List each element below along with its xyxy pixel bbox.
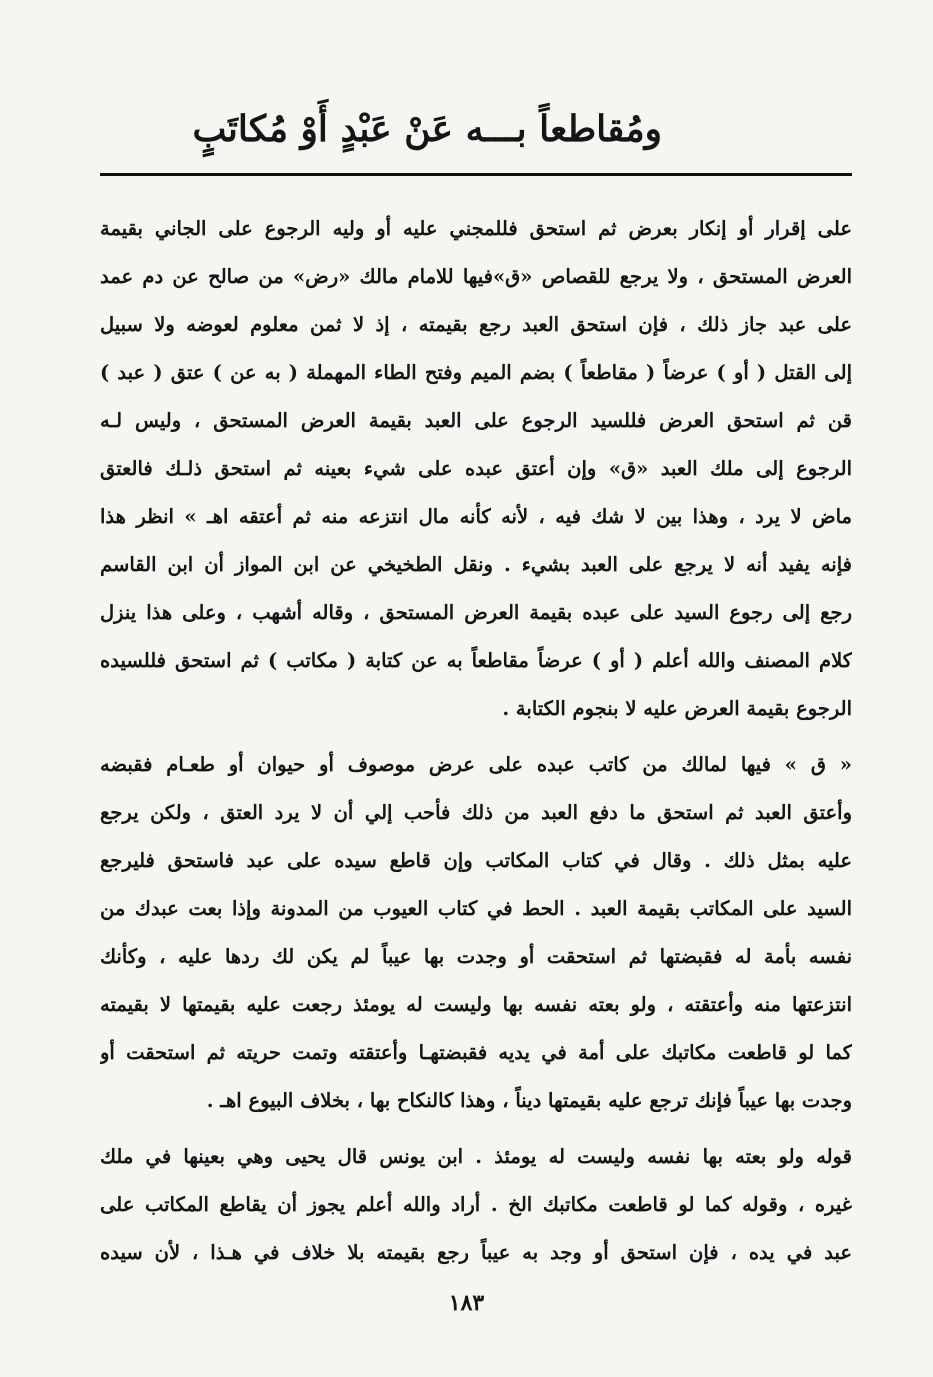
text-line: غيره ، وقوله كما لو قاطعت مكاتبك الخ . أراد والله أعلم يجوز أن يقاطع المكاتب على [100,1193,852,1216]
page-number: ١٨٣ [448,1290,485,1316]
text-line: الرجوع إلى ملك العبد «ق» وإن أعتق عبده على شيء بعينه ثم استحق ذلـك فالعتق [100,457,852,480]
text-line: الرجوع بقيمة العرض عليه لا بنجوم الكتابة . [502,697,852,720]
running-title: ومُقاطعاً بـــه عَنْ عَبْدٍ أَوْ مُكاتَبٍ [192,108,662,150]
paragraph-1 [100,205,852,733]
text-line: انتزعتها منه وأعتقته ، ولو بعته نفسه بها وليست له يومئذ رجعت عليه بقيمتها لا بقيمته [100,993,852,1016]
text-line: قوله ولو بعته بها نفسه وليست له يومئذ . ابن يونس قال يحيى وهي بعينها في ملك [100,1145,852,1168]
text-line: عليه بمثل ذلك . وقال في كتاب المكاتب وإن قاطع سيده على عبد فاستحق فليرجع [100,849,852,872]
text-line: إلى القتل ( أو ) عرضاً ( مقاطعاً ) بضم الميم وفتح الطاء المهملة ( به عن ) عتق ( عبد ) [100,361,852,384]
paragraph-2 [100,741,852,1125]
text-line: فإنه يفيد أنه لا يرجع على العبد بشيء . ونقل الطخيخي عن ابن المواز أن ابن القاسم [100,553,852,576]
text-line: ماض لا يرد ، وهذا بين لا شك فيه ، لأنه كأنه مال انتزعه منه ثم أعتقه اهـ » انظر هذا [100,505,852,528]
text-line: على عبد جاز ذلك ، فإن استحق العبد رجع بقيمته ، إذ لا ثمن معلوم لعوضه ولا سبيل [100,313,852,336]
body-text [100,205,852,1277]
text-line: السيد على المكاتب بقيمة العبد . الحط في كتاب العيوب من المدونة وإذا بعت عبدك من [100,897,852,920]
text-line: نفسه بأمة له فقبضتها ثم استحقت أو وجدت بها عيباً لم يكن لك ردها عليه ، وكأنك [100,945,852,968]
text-line: قن ثم استحق العرض فللسيد الرجوع على العبد بقيمة العرض المستحق ، وليس لـه [100,409,852,432]
header-rule [100,173,852,176]
page-header [100,96,852,176]
text-line: رجع إلى رجوع السيد على عبده بقيمة العرض المستحق ، وقاله أشهب ، وعلى هذا ينزل [100,601,852,624]
text-line: كلام المصنف والله أعلم ( أو ) عرضاً مقاطعاً به عن كتابة ( مكاتب ) ثم استحق فللسيده [100,649,852,672]
text-line: وجدت بها عيباً فإنك ترجع عليه بقيمتها ديناً ، وهذا كالنكاح بها ، بخلاف البيوع اهـ . [206,1089,852,1112]
paragraph-3 [100,1133,852,1277]
text-line: « ق » فيها لمالك من كاتب عبده على عرض موصوف أو حيوان أو طعـام فقبضه [100,753,852,776]
text-line: العرض المستحق ، ولا يرجع للقصاص «ق»فيها للامام مالك «رض» من صالح عن دم عمد [100,265,852,288]
text-line: كما لو قاطعت مكاتبك على أمة في يديه فقبضتهـا وأعتقته وتمت حريته ثم استحقت أو [100,1041,852,1064]
text-line: على إقرار أو إنكار بعرض ثم استحق فللمجني عليه أو وليه الرجوع على الجاني بقيمة [100,217,852,240]
text-line: عبد في يده ، فإن استحق أو وجد به عيباً رجع بقيمته بلا خلاف في هـذا ، لأن سيده [100,1241,852,1264]
text-line: وأعتق العبد ثم استحق ما دفع العبد من ذلك فأحب إلي أن لا يرد العتق ، ولكن يرجع [100,801,852,824]
